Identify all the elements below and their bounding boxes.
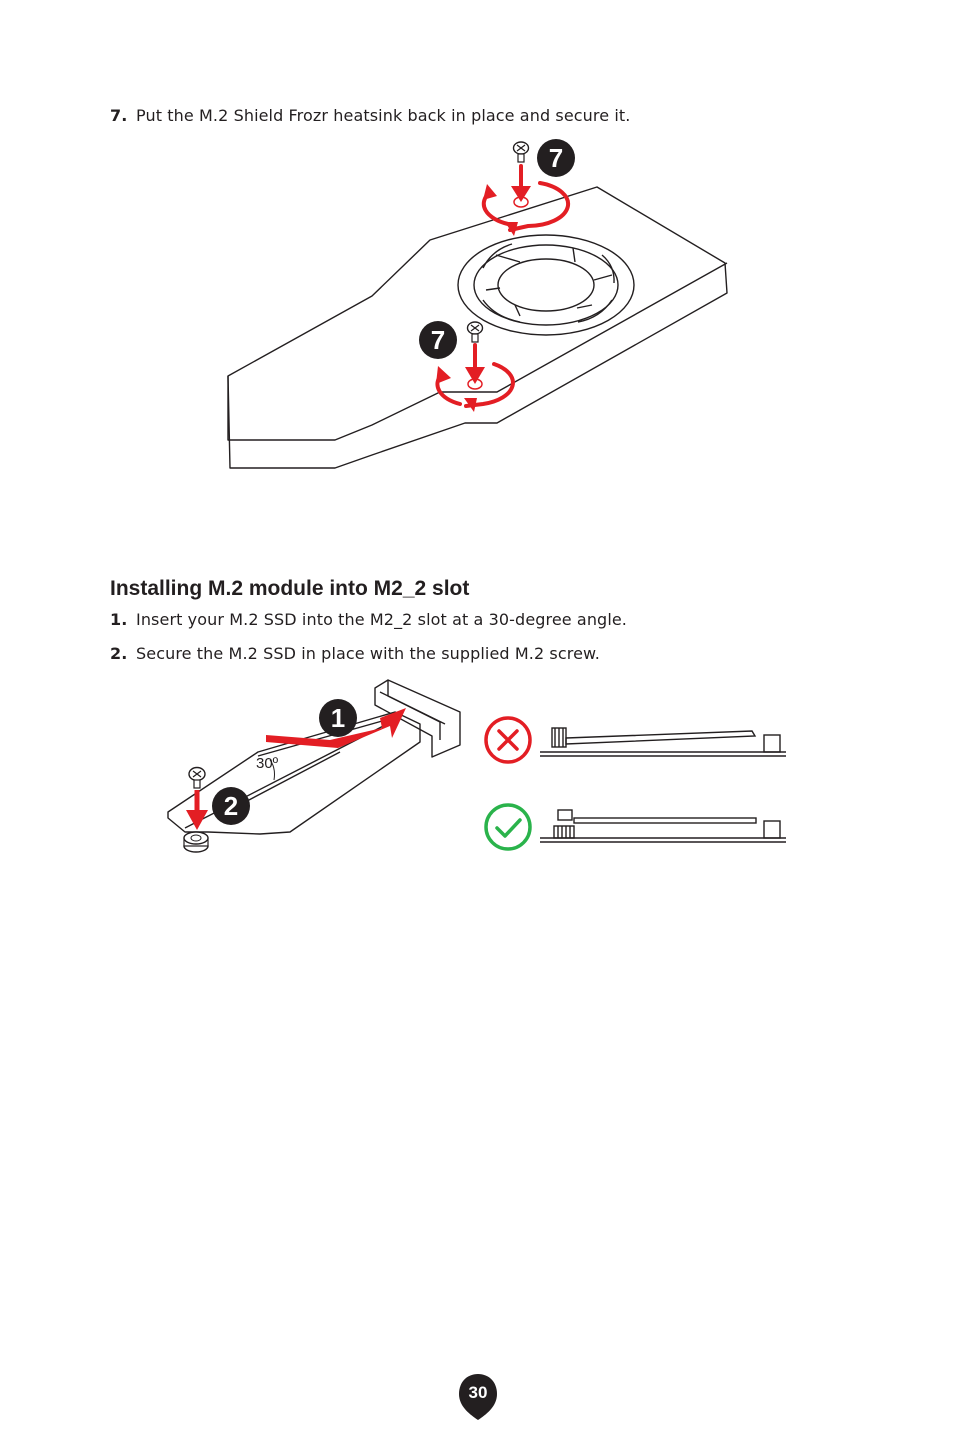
page-number-badge <box>459 1374 497 1420</box>
angle-label: 30º <box>256 755 279 772</box>
standoff-icon <box>184 832 208 852</box>
step-2-text: Secure the M.2 SSD in place with the supplied M.2 screw. <box>136 644 600 663</box>
step-2-number: 2. <box>110 644 128 663</box>
callout-7-top-label: 7 <box>548 143 564 173</box>
correct-side-view <box>540 810 786 842</box>
step-1-number: 1. <box>110 610 128 629</box>
incorrect-side-view <box>540 728 786 756</box>
step-1-text: Insert your M.2 SSD into the M2_2 slot at a 30-degree angle. <box>136 610 627 629</box>
section-title: Installing M.2 module into M2_2 slot <box>110 577 470 600</box>
page-number: 30 <box>468 1383 488 1402</box>
ssd-module <box>168 712 420 834</box>
callout-2-label: 2 <box>223 791 239 821</box>
callout-1-label: 1 <box>330 703 346 733</box>
screw-icon <box>189 768 205 789</box>
correct-icon <box>486 805 530 849</box>
step-7-number: 7. <box>110 106 128 125</box>
step-7-text: Put the M.2 Shield Frozr heatsink back in place and secure it. <box>136 106 631 125</box>
down-arrow-icon <box>186 810 208 830</box>
callout-7-bottom-label: 7 <box>430 325 446 355</box>
